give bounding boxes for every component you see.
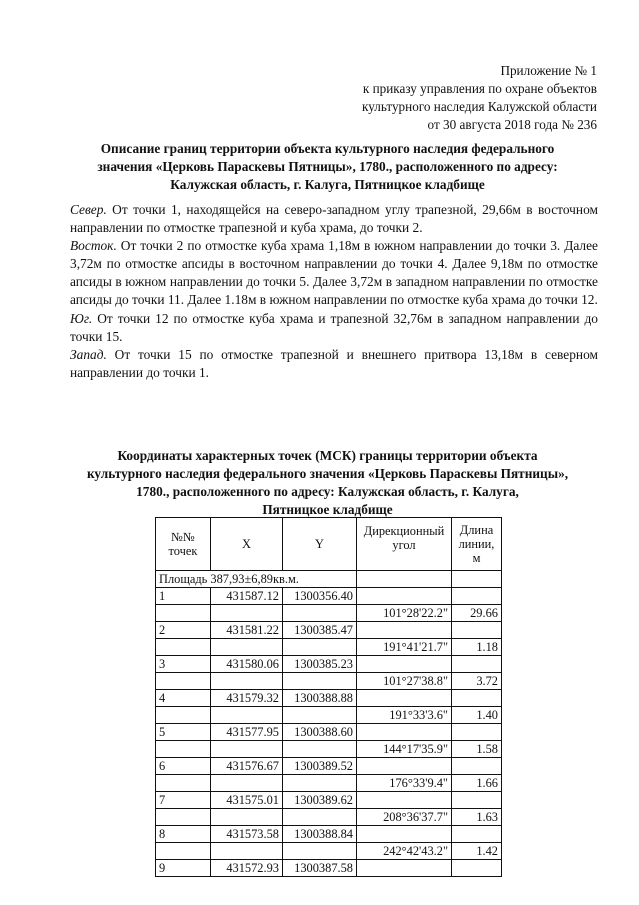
point-y: 1300389.52 (283, 758, 357, 775)
empty-cell (283, 775, 357, 792)
point-row (156, 656, 502, 673)
header-y: Y (283, 518, 357, 571)
point-y: 1300388.60 (283, 724, 357, 741)
empty-cell (156, 639, 211, 656)
empty-cell (156, 605, 211, 622)
empty-cell (452, 826, 502, 843)
direction-label: Юг. (70, 310, 93, 326)
empty-cell (452, 622, 502, 639)
paragraph-south (70, 310, 598, 346)
empty-cell (357, 826, 452, 843)
line-length: 1.63 (452, 809, 502, 826)
empty-cell (283, 707, 357, 724)
segment-row (156, 707, 502, 724)
paragraph-east (70, 237, 598, 309)
point-row (156, 758, 502, 775)
empty-cell (283, 843, 357, 860)
segment-row (156, 673, 502, 690)
title-line: культурного наследия федерального значения «Церковь Параскевы Пятницы», (86, 466, 569, 481)
empty-cell (211, 843, 283, 860)
empty-cell (211, 639, 283, 656)
header-line-length: Длина линии, м (452, 518, 502, 571)
segment-row (156, 809, 502, 826)
point-x: 431587.12 (211, 588, 283, 605)
direction-label: Восток. (70, 238, 117, 254)
point-row (156, 792, 502, 809)
area-value: Площадь 387,93±6,89кв.м. (156, 571, 357, 588)
empty-cell (357, 792, 452, 809)
title-line: Описание границ территории объекта культурного наследия федерального (100, 141, 555, 156)
point-x: 431577.95 (211, 724, 283, 741)
paragraph-west (70, 346, 598, 382)
document-title (60, 140, 595, 194)
point-number: 6 (156, 758, 211, 775)
point-row (156, 826, 502, 843)
point-row (156, 724, 502, 741)
line-length: 29.66 (452, 605, 502, 622)
paragraph-text: От точки 12 по отмостке куба храма и трапезной 32,76м в западном направлении до точки 15. (70, 310, 598, 344)
line-length: 1.66 (452, 775, 502, 792)
appendix-line: Приложение № 1 (500, 63, 597, 78)
title-line: значения «Церковь Параскевы Пятницы», 1780., расположенного по адресу: (97, 159, 558, 174)
title-line: Координаты характерных точек (МСК) границы территории объекта (117, 448, 538, 463)
point-y: 1300388.84 (283, 826, 357, 843)
paragraph-north (70, 201, 598, 237)
segment-row (156, 843, 502, 860)
point-y: 1300385.23 (283, 656, 357, 673)
point-number: 1 (156, 588, 211, 605)
empty-cell (357, 622, 452, 639)
point-row (156, 622, 502, 639)
point-x: 431573.58 (211, 826, 283, 843)
point-y: 1300389.62 (283, 792, 357, 809)
empty-cell (211, 673, 283, 690)
point-y: 1300385.47 (283, 622, 357, 639)
direction-angle: 191°33'3.6" (357, 707, 452, 724)
empty-cell (211, 809, 283, 826)
header-direction-angle: Дирекционный угол (357, 518, 452, 571)
empty-cell (156, 741, 211, 758)
paragraph-text: От точки 15 по отмостке трапезной и внешнего притвора 13,18м в северном направлении до точки 1. (70, 346, 598, 380)
point-number: 4 (156, 690, 211, 707)
title-line: Калужская область, г. Калуга, Пятницкое кладбище (170, 177, 485, 192)
paragraph-text: От точки 1, находящейся на северо-западном углу трапезной, 29,66м в восточном направлении по отмостке трапезной и куба храма, до точки 2. (70, 202, 598, 236)
empty-cell (452, 656, 502, 673)
empty-cell (357, 656, 452, 673)
coordinates-table (155, 517, 502, 877)
paragraph-text: От точки 2 по отмостке куба храма 1,18м в южном направлении до точки 3. Далее 3,72м по отмостке апсиды в восточном направлении до точки 4. Далее 9,18м по отмостке апсиды в южном направлении до точки 5. Далее 3,72м в западном направлении по отмостке апсиды до точки 11. Далее 1.18м в южном направлении по отмостке куба храма до точки 12. (70, 238, 598, 308)
empty-cell (156, 707, 211, 724)
empty-cell (452, 860, 502, 877)
segment-row (156, 775, 502, 792)
empty-cell (283, 741, 357, 758)
empty-cell (211, 605, 283, 622)
point-x: 431579.32 (211, 690, 283, 707)
area-row (156, 571, 502, 588)
segment-row (156, 639, 502, 656)
point-row (156, 588, 502, 605)
point-number: 3 (156, 656, 211, 673)
appendix-line: от 30 августа 2018 года № 236 (427, 117, 597, 132)
empty-cell (283, 673, 357, 690)
empty-cell (156, 673, 211, 690)
table-header-row (156, 518, 502, 571)
title-line: 1780., расположенного по адресу: Калужская область, г. Калуга, (136, 484, 519, 499)
empty-cell (156, 775, 211, 792)
header-point-number: №№ точек (156, 518, 211, 571)
empty-cell (211, 707, 283, 724)
segment-row (156, 605, 502, 622)
empty-cell (156, 843, 211, 860)
empty-cell (357, 724, 452, 741)
direction-angle: 191°41'21.7" (357, 639, 452, 656)
boundary-description (70, 201, 598, 382)
direction-angle: 144°17'35.9" (357, 741, 452, 758)
direction-angle: 101°28'22.2" (357, 605, 452, 622)
line-length: 1.18 (452, 639, 502, 656)
line-length: 3.72 (452, 673, 502, 690)
appendix-header (362, 62, 597, 134)
line-length: 1.40 (452, 707, 502, 724)
empty-cell (211, 775, 283, 792)
empty-cell (452, 758, 502, 775)
empty-cell (357, 690, 452, 707)
point-row (156, 860, 502, 877)
header-x: X (211, 518, 283, 571)
direction-angle: 101°27'38.8" (357, 673, 452, 690)
empty-cell (156, 809, 211, 826)
point-y: 1300356.40 (283, 588, 357, 605)
point-number: 9 (156, 860, 211, 877)
empty-cell (452, 571, 502, 588)
point-x: 431580.06 (211, 656, 283, 673)
direction-angle: 242°42'43.2" (357, 843, 452, 860)
point-x: 431575.01 (211, 792, 283, 809)
empty-cell (357, 860, 452, 877)
direction-angle: 208°36'37.7" (357, 809, 452, 826)
coordinates-title (60, 447, 595, 519)
empty-cell (283, 605, 357, 622)
direction-label: Запад. (70, 346, 107, 362)
appendix-line: культурного наследия Калужской области (362, 99, 597, 114)
point-y: 1300387.58 (283, 860, 357, 877)
point-number: 5 (156, 724, 211, 741)
segment-row (156, 741, 502, 758)
empty-cell (357, 758, 452, 775)
point-row (156, 690, 502, 707)
point-y: 1300388.88 (283, 690, 357, 707)
empty-cell (357, 571, 452, 588)
point-x: 431576.67 (211, 758, 283, 775)
title-line: Пятницкое кладбище (262, 502, 393, 517)
empty-cell (211, 741, 283, 758)
empty-cell (452, 724, 502, 741)
empty-cell (452, 690, 502, 707)
empty-cell (283, 809, 357, 826)
point-number: 2 (156, 622, 211, 639)
point-number: 8 (156, 826, 211, 843)
line-length: 1.58 (452, 741, 502, 758)
direction-label: Север. (70, 202, 107, 217)
empty-cell (283, 639, 357, 656)
point-x: 431581.22 (211, 622, 283, 639)
appendix-line: к приказу управления по охране объектов (362, 81, 597, 96)
empty-cell (357, 588, 452, 605)
empty-cell (452, 792, 502, 809)
direction-angle: 176°33'9.4" (357, 775, 452, 792)
empty-cell (452, 588, 502, 605)
point-x: 431572.93 (211, 860, 283, 877)
line-length: 1.42 (452, 843, 502, 860)
point-number: 7 (156, 792, 211, 809)
